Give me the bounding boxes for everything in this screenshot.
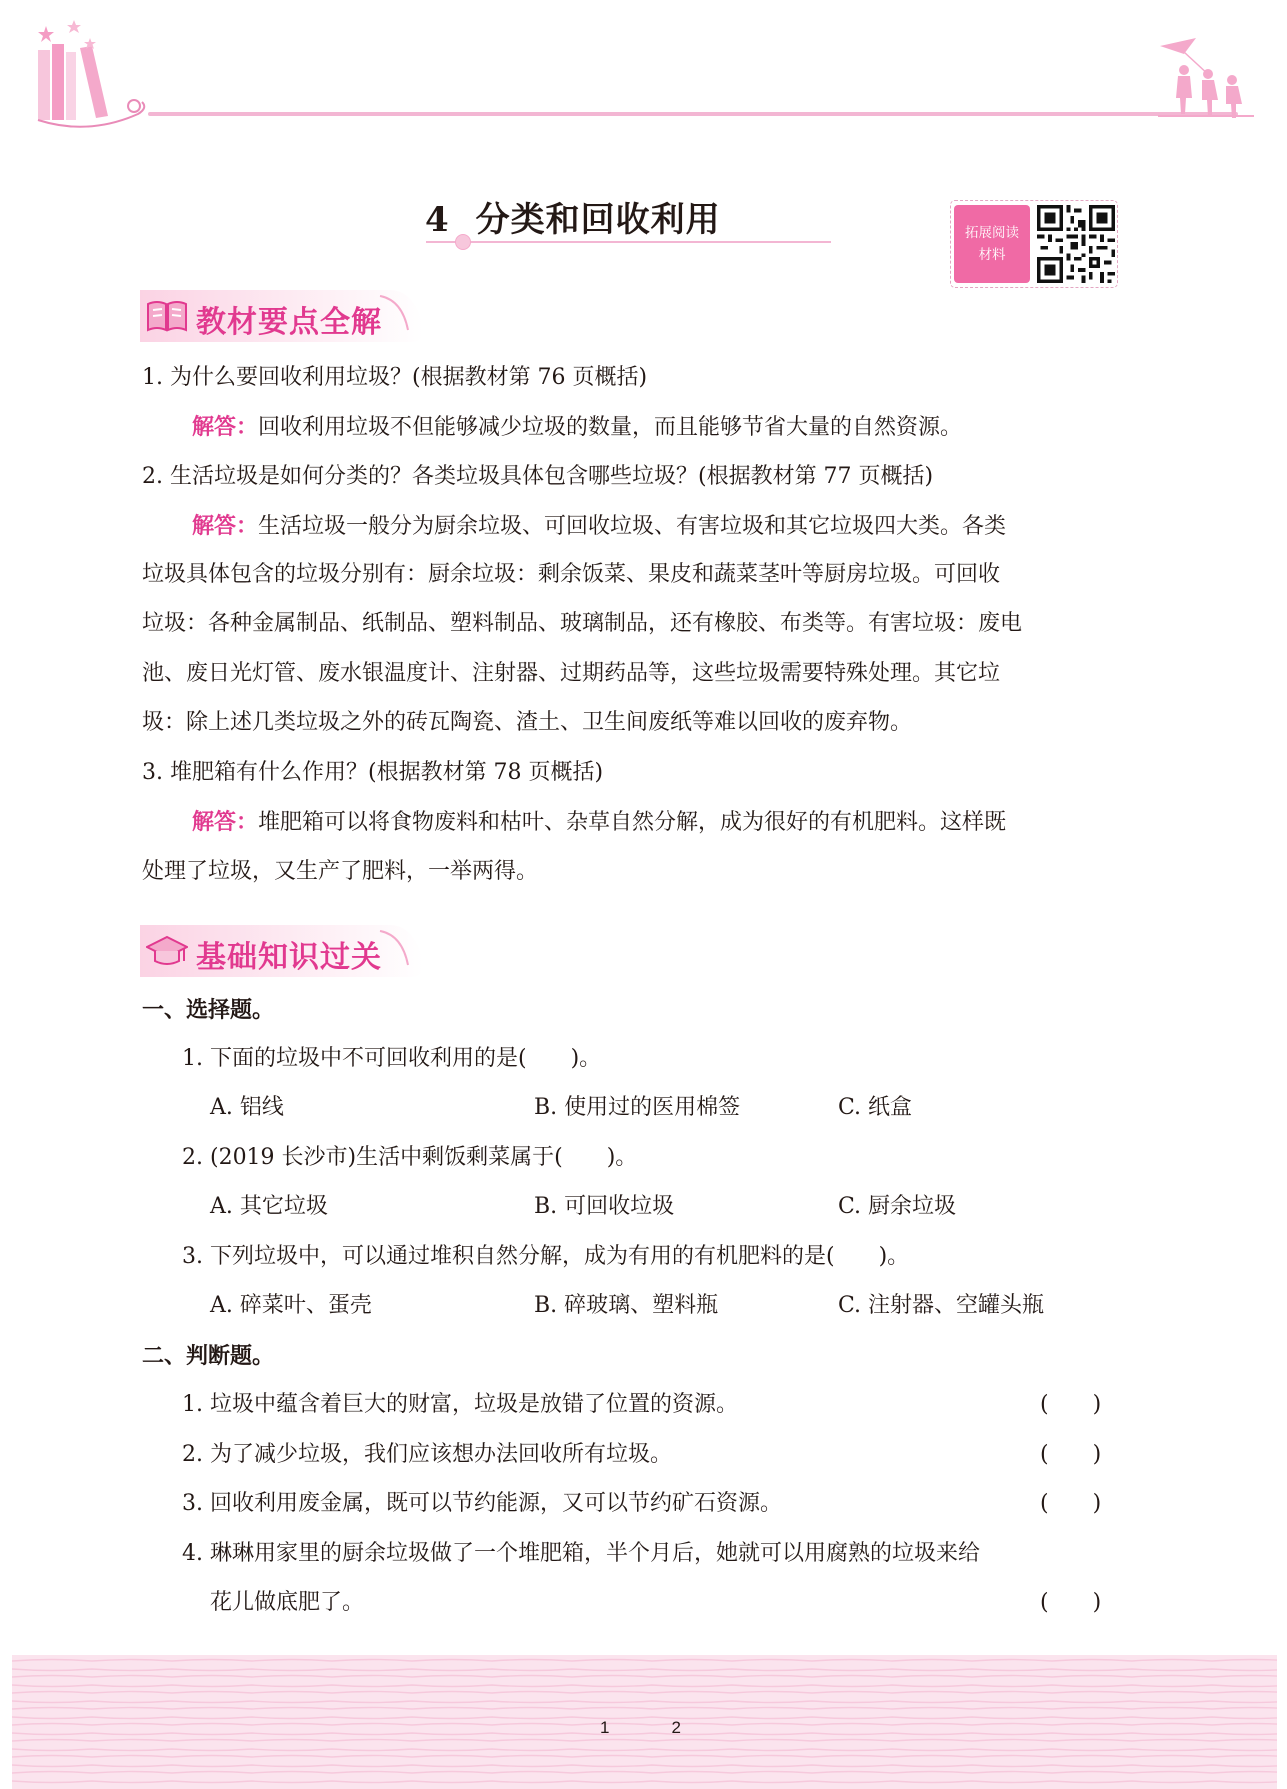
choice-1-option-c[interactable]: C. 纸盒 (838, 1095, 913, 1120)
choice-2-option-a[interactable]: A. 其它垃圾 (210, 1194, 328, 1219)
choice-3-option-c[interactable]: C. 注射器、空罐头瓶 (838, 1293, 1045, 1318)
answer-2-line-2: 垃圾具体包含的垃圾分别有：厨余垃圾：剩余饭菜、果皮和蔬菜茎叶等厨房垃圾。可回收 (142, 562, 1001, 587)
choice-3-option-a[interactable]: A. 碎菜叶、蛋壳 (210, 1293, 372, 1318)
answer-label: 解答： (192, 513, 259, 539)
choice-question-2: 2. (2019 长沙市)生活中剩饭剩菜属于( )。 (182, 1145, 638, 1170)
page-number: 12 (600, 1718, 743, 1737)
answer-2-line-1 (192, 510, 1006, 543)
extended-reading-label[interactable] (954, 205, 1030, 283)
choice-3-option-b[interactable]: B. 碎玻璃、塑料瓶 (534, 1293, 719, 1318)
part-true-false-title: 二、判断题。 (142, 1343, 275, 1369)
section-heading: 基础知识过关 (196, 940, 382, 975)
choice-question-1: 1. 下面的垃圾中不可回收利用的是( )。 (182, 1046, 602, 1071)
section-banner-basics (140, 925, 430, 977)
books-stars-icon (28, 18, 158, 130)
part-multiple-choice-title: 一、选择题。 (142, 997, 275, 1023)
answer-blank-4[interactable]: ( ) (1040, 1590, 1102, 1615)
answer-blank-1[interactable]: ( ) (1040, 1392, 1102, 1417)
section-heading: 教材要点全解 (196, 305, 382, 340)
judge-statement-4-line-2: 花儿做底肥了。 (210, 1590, 365, 1615)
question-3: 3. 堆肥箱有什么作用？(根据教材第 78 页概括) (142, 760, 604, 785)
children-kite-icon (1158, 36, 1254, 120)
answer-2-line-4: 池、废日光灯管、废水银温度计、注射器、过期药品等，这些垃圾需要特殊处理。其它垃 (142, 661, 1001, 686)
judge-statement-1: 1. 垃圾中蕴含着巨大的财富，垃圾是放错了位置的资源。 (182, 1392, 738, 1417)
title-dot-icon (455, 234, 471, 250)
page-title (425, 192, 845, 248)
choice-2-option-b[interactable]: B. 可回收垃圾 (534, 1194, 675, 1219)
qr-label-line1: 拓展阅读 (965, 225, 1019, 241)
answer-3-line-2: 处理了垃圾，又生产了肥料，一举两得。 (142, 859, 539, 884)
answer-3-line-1 (192, 806, 1006, 839)
judge-statement-2: 2. 为了减少垃圾，我们应该想办法回收所有垃圾。 (182, 1442, 672, 1467)
qr-code-icon[interactable] (1037, 205, 1115, 283)
answer-3-text: 堆肥箱可以将食物废料和枯叶、杂草自然分解，成为很好的有机肥料。这样既 (258, 810, 1007, 835)
chapter-number: 4 (425, 200, 450, 240)
answer-2-text: 生活垃圾一般分为厨余垃圾、可回收垃圾、有害垃圾和其它垃圾四大类。各类 (258, 514, 1007, 539)
answer-2-line-5: 圾：除上述几类垃圾之外的砖瓦陶瓷、渣土、卫生间废纸等难以回收的废弃物。 (142, 710, 913, 735)
answer-blank-3[interactable]: ( ) (1040, 1491, 1102, 1516)
qr-label-line2: 材料 (978, 247, 1006, 263)
answer-2-line-3: 垃圾：各种金属制品、纸制品、塑料制品、玻璃制品，还有橡胶、布类等。有害垃圾：废电 (142, 611, 1023, 636)
choice-1-option-b[interactable]: B. 使用过的医用棉签 (534, 1095, 741, 1120)
choice-1-option-a[interactable]: A. 铝线 (210, 1095, 284, 1120)
answer-1-text: 回收利用垃圾不但能够减少垃圾的数量，而且能够节省大量的自然资源。 (258, 415, 963, 440)
answer-label: 解答： (192, 414, 259, 440)
judge-statement-4-line-1: 4. 琳琳用家里的厨余垃圾做了一个堆肥箱，半个月后，她就可以用腐熟的垃圾来给 (182, 1541, 980, 1566)
open-book-icon (146, 298, 188, 334)
chapter-name: 分类和回收利用 (475, 200, 721, 240)
answer-1 (192, 411, 962, 444)
section-banner-key-points (140, 290, 430, 342)
question-2: 2. 生活垃圾是如何分类的？各类垃圾具体包含哪些垃圾？(根据教材第 77 页概括) (142, 464, 934, 489)
question-1: 1. 为什么要回收利用垃圾？(根据教材第 76 页概括) (142, 365, 648, 390)
judge-statement-3: 3. 回收利用废金属，既可以节约能源，又可以节约矿石资源。 (182, 1491, 782, 1516)
choice-question-3: 3. 下列垃圾中，可以通过堆积自然分解，成为有用的有机肥料的是( )。 (182, 1244, 910, 1269)
answer-label: 解答： (192, 809, 259, 835)
choice-2-option-c[interactable]: C. 厨余垃圾 (838, 1194, 957, 1219)
title-underline (426, 241, 831, 243)
graduation-cap-icon (146, 933, 188, 969)
answer-blank-2[interactable]: ( ) (1040, 1442, 1102, 1467)
header-rule (148, 112, 1238, 116)
